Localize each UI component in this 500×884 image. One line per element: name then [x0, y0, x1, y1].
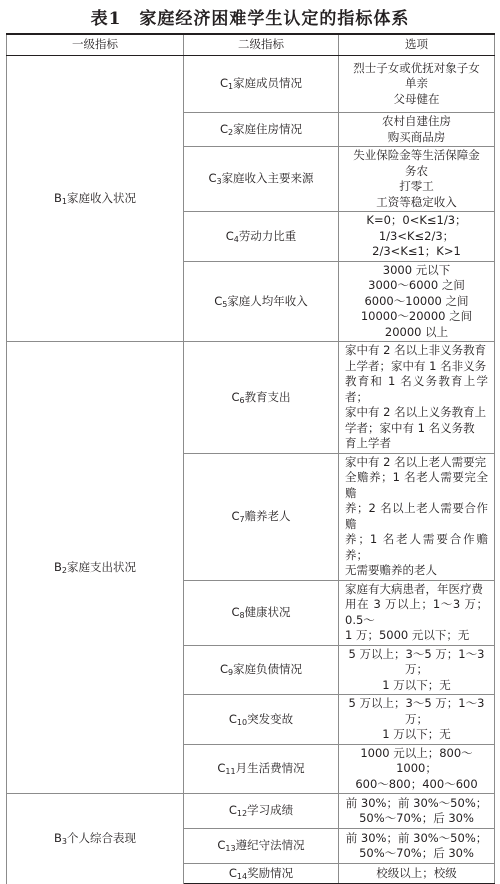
indicator-name: 教育支出	[244, 389, 291, 404]
options-cell	[339, 212, 495, 262]
indicator-name: 家庭住房情况	[233, 121, 303, 136]
option-line: 家庭有大病患者，年医疗费	[345, 581, 483, 596]
indicator-code: B	[54, 831, 62, 845]
indicator-name: 家庭负债情况	[233, 662, 303, 676]
indicator-name: 家庭支出状况	[66, 559, 136, 574]
table-row	[7, 794, 495, 829]
option-line: 上学者；家中有 1 名非义务	[345, 358, 487, 373]
header-level1: 一级指标	[7, 34, 184, 56]
indicator-name: 家庭人均年收入	[227, 293, 308, 308]
indicator-code-sub: 8	[239, 610, 245, 620]
option-line: 前 30%；前 30%～50%；	[345, 795, 488, 810]
option-line: 前 30%；前 30%～50%；	[345, 830, 488, 845]
indicator-name: 学习成绩	[247, 803, 294, 818]
header-options: 选项	[339, 34, 495, 56]
option-line: 育上学者	[345, 436, 391, 450]
indicator-code: C	[228, 711, 237, 726]
indicator-code-sub: 6	[239, 395, 245, 405]
options-cell	[339, 261, 495, 342]
option-line: 用在 3 万以上；1～3 万；0.5～	[345, 597, 488, 627]
indicator-code: C	[214, 293, 223, 308]
indicator-code: B	[54, 559, 62, 574]
indicator-code-sub: 4	[233, 234, 239, 244]
level1-cell	[7, 794, 184, 884]
indicator-name: 劳动力比重	[238, 228, 297, 243]
option-line: 2/3<K≤1；K>1	[372, 244, 461, 258]
option-line: 农村自建住房	[382, 114, 451, 128]
option-line: 1 万以下；无	[382, 677, 451, 692]
options-cell	[339, 147, 495, 212]
level1-cell	[7, 56, 184, 342]
option-line: 失业保险金等生活保障金	[353, 148, 480, 162]
option-line: 养；2 名以上老人需要合作赡	[345, 501, 488, 531]
options-cell	[339, 645, 495, 695]
options-cell	[339, 794, 495, 829]
indicator-code-sub: 12	[236, 809, 248, 819]
indicator-code: C	[228, 865, 237, 880]
indicator-name: 遵纪守法情况	[235, 838, 305, 853]
option-line: 5 万以上；3～5 万；1～3 万；	[348, 646, 485, 676]
indicator-name: 月生活费情况	[235, 761, 305, 775]
table-row	[7, 56, 495, 113]
indicator-code: C	[219, 76, 228, 91]
level2-cell	[184, 342, 339, 454]
indicator-code: C	[231, 508, 240, 523]
table-title: 表1 家庭经济困难学生认定的指标体系	[90, 9, 410, 29]
option-line: 养；1 名老人需要合作赡养；	[345, 532, 488, 562]
indicator-code-sub: 1	[61, 196, 67, 206]
indicator-code: C	[219, 121, 228, 136]
option-line: 父母健在	[393, 91, 440, 106]
indicator-name: 个人综合表现	[66, 831, 136, 845]
option-line: 务农	[405, 163, 428, 178]
option-line: 10000～20000 之间	[360, 309, 473, 323]
indicator-code: C	[217, 838, 226, 853]
indicator-code-sub: 7	[239, 514, 245, 524]
option-line: 600～800；400～600	[355, 776, 478, 791]
indicator-code: C	[228, 803, 237, 818]
option-line: 3000～6000 之间	[368, 278, 465, 292]
option-line: 家中有 2 名以上非义务教育	[345, 343, 487, 357]
option-line: 5 万以上；3～5 万；1～3 万；	[348, 696, 485, 726]
table-row	[7, 342, 495, 454]
options-cell	[339, 453, 495, 580]
indicator-code-sub: 10	[236, 717, 248, 727]
indicator-name: 家庭收入主要来源	[221, 171, 314, 186]
options-cell	[339, 695, 495, 745]
header-level2: 二级指标	[184, 34, 339, 56]
indicator-code: C	[231, 389, 240, 404]
option-line: 校级以上；校级	[376, 865, 457, 880]
indicator-code-sub: 1	[227, 82, 234, 92]
option-line: 购买商品房	[387, 129, 446, 144]
option-line: K=0；0<K≤1/3；1/3<K≤2/3；	[366, 213, 467, 243]
level2-cell	[184, 864, 339, 884]
option-line: 50%～70%；后 30%	[359, 846, 474, 860]
options-cell	[339, 864, 495, 884]
option-line: 全赡养；1 名老人需要完全赡	[345, 470, 488, 500]
indicator-code: C	[208, 171, 217, 186]
indicator-code-sub: 3	[61, 837, 67, 846]
indicator-code-sub: 2	[61, 565, 67, 575]
option-line: 20000 以上	[384, 324, 449, 339]
options-cell	[339, 56, 495, 113]
option-line: 单亲	[405, 76, 428, 91]
indicator-code: C	[231, 604, 240, 619]
indicator-code-sub: 13	[225, 844, 236, 854]
level1-cell	[7, 342, 184, 794]
option-line: 学者；家中有 1 名义务教	[345, 420, 475, 435]
level2-cell	[184, 580, 339, 645]
option-line: 1 万以下；无	[382, 727, 451, 741]
indicator-code: C	[225, 228, 234, 243]
option-line: 1000 元以上；800～1000；	[360, 745, 473, 775]
option-line: 无需要赡养的老人	[345, 563, 437, 577]
indicator-code: C	[219, 662, 228, 676]
indicator-name: 奖励情况	[247, 865, 294, 880]
option-line: 3000 元以下	[382, 262, 451, 277]
indicator-table	[6, 33, 495, 884]
options-cell	[339, 342, 495, 454]
options-cell	[339, 829, 495, 864]
indicator-code: C	[217, 761, 226, 775]
option-line: 50%～70%；后 30%	[359, 811, 474, 825]
indicator-name: 家庭成员情况	[233, 76, 303, 91]
level2-cell	[184, 645, 339, 695]
option-line: 1 万；5000 元以下；无	[345, 628, 470, 642]
level2-cell	[184, 147, 339, 212]
level2-cell	[184, 212, 339, 262]
indicator-name: 健康状况	[244, 604, 291, 619]
indicator-name: 家庭收入状况	[66, 190, 136, 205]
level2-cell	[184, 113, 339, 147]
indicator-name: 突发变故	[247, 711, 294, 726]
option-line: 烈士子女或优抚对象子女	[353, 60, 480, 75]
indicator-code-sub: 14	[236, 871, 248, 881]
options-cell	[339, 580, 495, 645]
options-cell	[339, 744, 495, 794]
level2-cell	[184, 829, 339, 864]
level2-cell	[184, 56, 339, 113]
level2-cell	[184, 261, 339, 342]
option-line: 打零工	[399, 179, 434, 193]
option-line: 教育和 1 名义务教育上学者；	[345, 374, 488, 404]
indicator-code: B	[54, 190, 62, 205]
indicator-code-sub: 5	[222, 299, 228, 309]
level2-cell	[184, 695, 339, 745]
indicator-code-sub: 11	[225, 767, 236, 776]
option-line: 家中有 2 名以上义务教育上	[345, 405, 487, 419]
option-line: 6000～10000 之间	[364, 293, 469, 308]
option-line: 家中有 2 名以上老人需要完	[345, 454, 487, 469]
indicator-code-sub: 2	[227, 127, 234, 137]
header-row	[7, 34, 495, 56]
level2-cell	[184, 453, 339, 580]
indicator-code-sub: 3	[216, 177, 222, 187]
level2-cell	[184, 744, 339, 794]
option-line: 工资等稳定收入	[376, 194, 457, 209]
level2-cell	[184, 794, 339, 829]
indicator-code-sub: 9	[227, 668, 234, 677]
options-cell	[339, 113, 495, 147]
indicator-name: 赡养老人	[244, 508, 291, 523]
